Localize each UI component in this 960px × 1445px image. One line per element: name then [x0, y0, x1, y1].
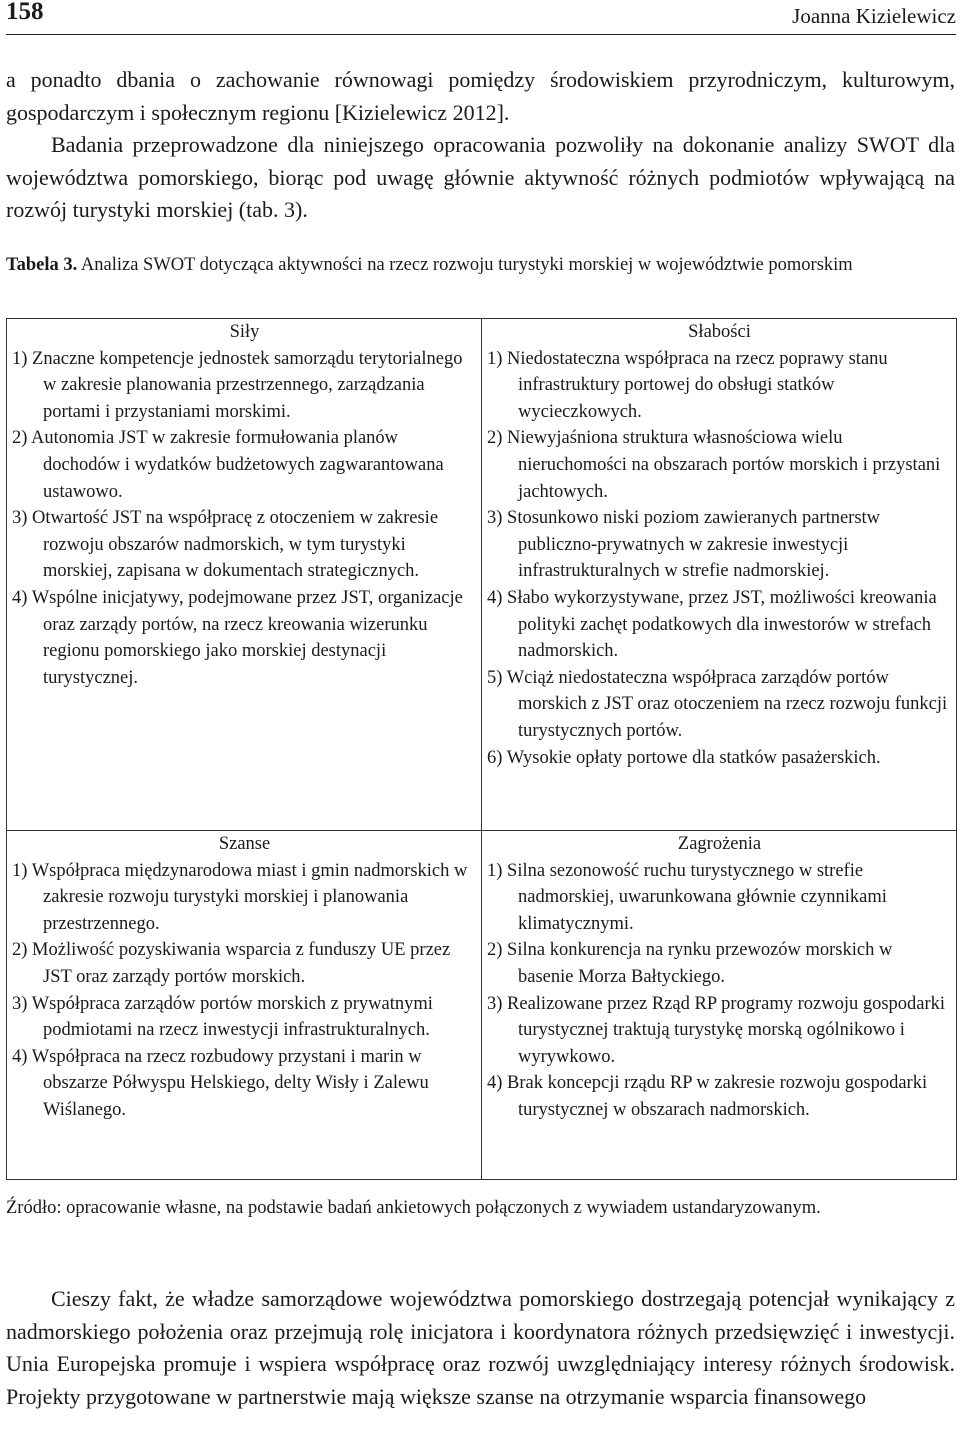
intro-paragraph-1: a ponadto dbania o zachowanie równowagi pomiędzy środowiskiem przyrodniczym, kulturowym, gospodarczym i społecznym regionu [Kizielewicz 2012]. — [6, 67, 955, 125]
swot-table — [6, 318, 957, 1180]
weakness-item: 5) Wciąż niedostateczna współpraca zarządów portów morskich z JST oraz otoczeniem na rzecz rozwoju funkcji turystycznych portów. — [487, 667, 948, 741]
table-caption-label: Tabela 3. — [6, 255, 78, 275]
opportunity-item: 4) Współpraca na rzecz rozbudowy przystani i marin w obszarze Półwyspu Helskiego, delty Wisły i Zalewu Wiślanego. — [12, 1046, 429, 1120]
threat-item: 2) Silna konkurencja na rynku przewozów morskich w basenie Morza Bałtyckiego. — [487, 940, 893, 987]
strength-item: 1) Znaczne kompetencje jednostek samorządu terytorialnego w zakresie planowania przestrzennego, zarządzania portami i przystaniami morskimi. — [12, 348, 463, 422]
threat-item: 3) Realizowane przez Rząd RP programy rozwoju gospodarki turystycznej traktują turystykę morską ogólnikowo i wyrywkowo. — [487, 993, 946, 1067]
weakness-item: 6) Wysokie opłaty portowe dla statków pasażerskich. — [487, 747, 881, 768]
opportunity-item: 1) Współpraca międzynarodowa miast i gmin nadmorskich w zakresie rozwoju turystyki morskiej i planowania przestrzennego. — [12, 860, 468, 934]
source-text: Źródło: opracowanie własne, na podstawie badań ankietowych połączonych z wywiadem ustandaryzowanym. — [6, 1198, 821, 1218]
weakness-item: 2) Niewyjaśniona struktura własnościowa wielu nieruchomości na obszarach portów morskich i przystani jachtowych. — [487, 428, 941, 502]
weakness-item: 3) Stosunkowo niski poziom zawieranych partnerstw publiczno-prywatnych w zakresie inwestycji infrastrukturalnych w strefie nadmorskiej. — [487, 508, 881, 582]
page-number: 158 — [6, 0, 44, 25]
opportunity-item: 2) Możliwość pozyskiwania wsparcia z funduszy UE przez JST oraz zarządy portów morskich. — [12, 940, 451, 987]
weaknesses-cell — [482, 319, 957, 831]
opportunities-cell — [7, 831, 482, 1180]
author-name: Joanna Kizielewicz — [792, 4, 956, 28]
table-caption — [6, 252, 955, 279]
strength-item: 2) Autonomia JST w zakresie formułowania planów dochodów i wydatków budżetowych zagwarantowana ustawowo. — [12, 428, 444, 502]
threat-item: 1) Silna sezonowość ruchu turystycznego w strefie nadmorskiej, uwarunkowana głównie czynnikami klimatycznymi. — [487, 860, 887, 934]
threat-item: 4) Brak koncepcji rządu RP w zakresie rozwoju gospodarki turystycznej w obszarach nadmorskich. — [487, 1073, 928, 1120]
intro-text — [6, 64, 955, 227]
table-row — [7, 831, 957, 1180]
threats-cell — [482, 831, 957, 1180]
opportunity-item: 3) Współpraca zarządów portów morskich z prywatnymi podmiotami na rzecz inwestycji infrastrukturalnych. — [12, 993, 433, 1041]
weaknesses-heading: Słabości — [688, 322, 751, 342]
strength-item: 3) Otwartość JST na współpracę z otoczeniem w zakresie rozwoju obszarów nadmorskich, w tym turystyki morskiej, zapisana w dokumentach strategicznych. — [12, 508, 439, 582]
weakness-item: 1) Niedostateczna współpraca na rzecz poprawy stanu infrastruktury portowej do obsługi statków wycieczkowych. — [487, 348, 888, 422]
closing-paragraph: Cieszy fakt, że władze samorządowe województwa pomorskiego dostrzegają potencjał wynikający z nadmorskiego położenia oraz przejmują rolę inicjatora i koordynatora różnych przedsięwzięć i inwestycji. Unia Europejska promuje i wspiera współpracę oraz rozwój uwzględniający interesy różnych środowisk. Projekty przygotowane w partnerstwie mają większe szanse na otrzymanie wsparcia finansowego — [6, 1286, 955, 1409]
strengths-cell — [7, 319, 482, 831]
intro-paragraph-2: Badania przeprowadzone dla niniejszego opracowania pozwoliły na dokonanie analizy SWOT dla województwa pomorskiego, biorąc pod uwagę głównie aktywność różnych podmiotów wpływającą na rozwój turystyki morskiej (tab. 3). — [6, 132, 955, 222]
opportunities-heading: Szanse — [218, 834, 271, 854]
table-source-note — [6, 1195, 955, 1222]
strength-item: 4) Wspólne inicjatywy, podejmowane przez JST, organizacje oraz zarządy portów, na rzecz kreowania wizerunku regionu pomorskiego jako morskiej destynacji turystycznej. — [12, 587, 463, 688]
table-caption-text: Analiza SWOT dotycząca aktywności na rzecz rozwoju turystyki morskiej w województwie pomorskim — [77, 255, 853, 275]
running-header — [6, 0, 956, 35]
table-row — [7, 319, 957, 831]
weakness-item: 4) Słabo wykorzystywane, przez JST, możliwości kreowania polityki zachęt podatkowych dla inwestorów w strefach nadmorskich. — [487, 587, 937, 662]
strengths-heading: Siły — [229, 322, 260, 342]
threats-heading: Zagrożenia — [677, 834, 762, 854]
closing-text — [6, 1283, 955, 1413]
